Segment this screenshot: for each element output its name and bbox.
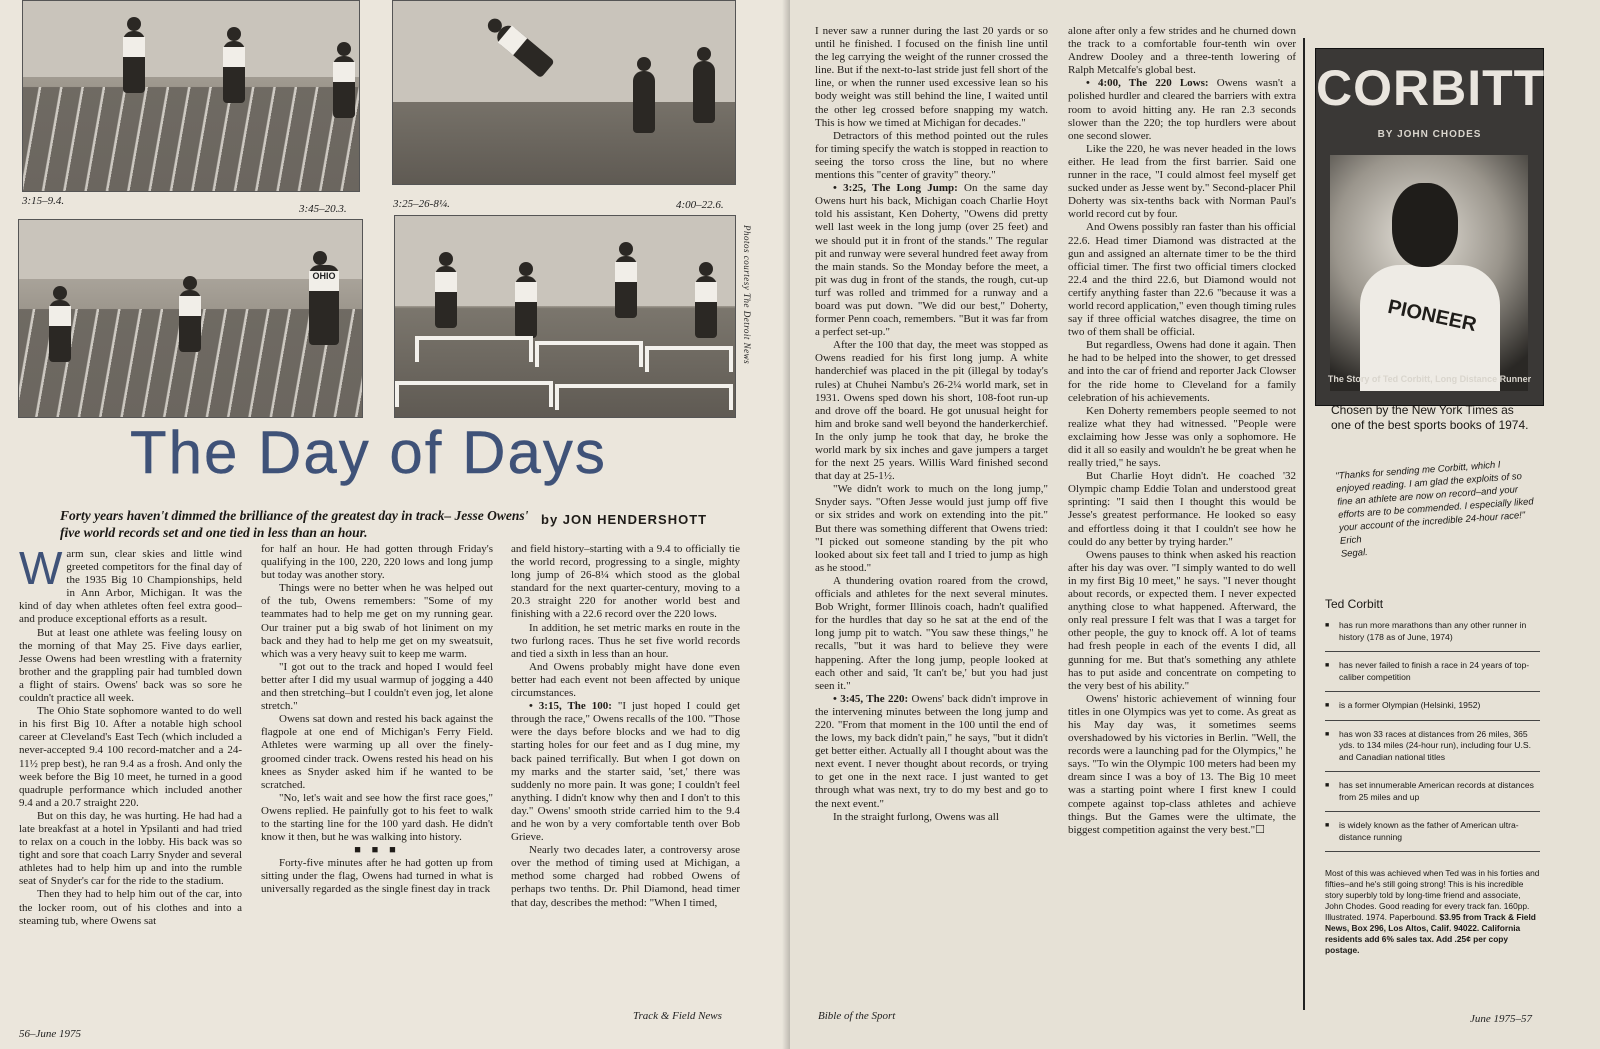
list-item: ■ has never failed to finish a race in 24 years of top-caliber competition xyxy=(1325,660,1540,692)
paragraph: The Ohio State sophomore wanted to do well in his first Big 10. After a notable high school career at Cleveland's East Tech (which included a never-accepted 9.4 100 record-matcher and a 24-11½ prep best), he ran 9.4 as a frosh. And only the week before the Big 10 meet, he turned in a good quadruple performance which included another 9.4 and a 20.7 straight 220. xyxy=(19,705,242,809)
book-cover xyxy=(1315,48,1544,406)
book-title: CORBITT xyxy=(1316,60,1546,116)
subhead-100: • 3:15, The 100: xyxy=(529,700,612,713)
paragraph: Owens sat down and rested his back against the flagpole at one end of Michigan's Ferry Field. Athletes were warming up all over the finely-groomed cinder track. Owens rested his head on his knees as Snyder asked him if he wanted to be scratched. xyxy=(261,713,493,791)
folio-left: 56–June 1975 xyxy=(19,1028,82,1040)
paragraph: Owens wasn't a polished hurdler and cleared the barriers with extra room to avoid hitting any. He ran 2.3 seconds slower than the 220; the top hurdlers were about one second slower. xyxy=(1068,77,1296,142)
paragraph: "I just hoped I could get through the race," Owens recalls of the 100. "Those were the days before blocks and we had to dig starting holes for our feet and as I dug mine, my back pained terrifically. But when I got down on my marks and the starter said, 'set,' there was suddenly no more pain. It was gone; I couldn't feel anything. I didn't know why then and I don't to this day." Owens' smooth stride carried him to the 9.4 and he won by a very comfortable tenth over Bob Grieve. xyxy=(511,700,740,844)
book-cover-photo xyxy=(1330,155,1528,391)
caption-100: 3:15–9.4. xyxy=(22,195,65,207)
subhead-long-jump: • 3:25, The Long Jump: xyxy=(833,182,958,195)
paragraph: And Owens possibly ran faster than his official 22.6. Head timer Diamond was distracted at the gun and assigned an alternate timer to be the third official timer. The first two official timers clocked 22.4 and the third 22.6, but Diamond would not certify anything faster than 22.6 "because it was a world record application," even though timing rules say if three official watches disagree, the time on two of them shall be official. xyxy=(1068,221,1296,339)
paragraph: After the 100 that day, the meet was stopped as Owens readied for his first long jump. A white handerchief was placed in the pit (illegal by today's rules) at Chuhei Nambu's 26-2¼ world mark, set in 1931. Owens sped down his short, 108-foot run-up and drove off the board. He got unusual height for him and broke sand well beyond the handerkerchief. In the only jump he took that day, he broke the world mark by six inches and gave jumpers a target for the next 25 years. Willis Ward finished second that day at 25-1½. xyxy=(815,339,1048,483)
paragraph: and field history–starting with a 9.4 to officially tie the world record, progressing to a single, mighty long jump of 26-8¼ which stood as the global standard for the next quarter-century, moving to a 20.3 straight 220 for another world best and finishing with a 22.6 record over the 220 lows. xyxy=(511,543,740,621)
paragraph: Owens' historic achievement of winning four titles in one Olympics was yet to come. As great as his May day was, it sometimes seems overshadowed by his victories in Berlin. "Well, the records were a launching pad for the Olympics," he says. "To win the Olympic 100 meters had been my dream since I was a boy of 13. The Big 10 meet was a starting point where I first knew I could compete against top-class athletes and achieve things. But the Games were the ultimate, the biggest competition against the very best."☐ xyxy=(1068,692,1296,836)
paragraph: And Owens probably might have done even better had each event not been affected by unique circumstances. xyxy=(511,660,740,700)
ad-subject-name: Ted Corbitt xyxy=(1325,597,1384,611)
article-title: The Day of Days xyxy=(130,419,607,486)
book-author: BY JOHN CHODES xyxy=(1377,129,1482,140)
paragraph: Nearly two decades later, a controversy arose over the method of timing used at Michigan, a method some charged had robbed Owens of perhaps two tenths. Dr. Phil Diamond, head timer that day, describes the method: "When I timed, xyxy=(511,844,740,909)
caption-220-lows: 4:00–22.6. xyxy=(676,199,724,211)
ad-description xyxy=(1325,868,1540,956)
list-item: ■ has won 33 races at distances from 26 miles, 365 yds. to 134 miles (24-hour run), including four U.S. and Canadian national titles xyxy=(1325,729,1540,773)
photo-220-sprint xyxy=(18,219,363,418)
paragraph: Then they had to help him out of the car, into the locker room, out of his clothes and into a steaming tub, where Owens sat xyxy=(19,888,242,927)
section-separator: ■ ■ ■ xyxy=(354,844,400,857)
paragraph: "I got out to the track and hoped I would feel better after I did my usual warmup of jogging a 440 and then stretching–but I couldn't even jog, let alone stretch." xyxy=(261,660,493,713)
list-item: ■ has set innumerable American records at distances from 25 miles and up xyxy=(1325,780,1540,812)
ad-description-text: Most of this was achieved when Ted was in his forties and fifties–and he's still going strong! This is his incredible story superbly told by long-time friend and associate, John Chodes. Good reading for every track fan. 160pp. Illustrated. 1974. Paperbound. xyxy=(1325,868,1540,922)
article-deck: Forty years haven't dimmed the brilliance of the greatest day in track– Jesse Owens' five world records set and one tied in less than an hour. xyxy=(60,508,529,540)
ad-headline: Chosen by the New York Times as one of the best sports books of 1974. xyxy=(1331,403,1529,432)
paragraph: But regardless, Owens had done it again. Then he had to be helped into the shower, to get dressed and into the car of friend and reporter Jack Clowser for the ride home to Cleveland for a family celebration of his achievements. xyxy=(1068,339,1296,404)
testimonial-author: Segal. xyxy=(1340,546,1369,560)
drop-cap: W xyxy=(19,548,63,594)
paragraph: for half an hour. He had gotten through Friday's qualifying in the 100, 220, 220 lows and long jump but today was another story. xyxy=(261,543,493,582)
paragraph: Owens' back didn't improve in the intervening minutes between the long jump and 220. "From that moment in the 100 until the end of the lows, my back didn't pain," he says, "but it didn't get better either. Actually all I thought about was the next event. I never thought about records, or trying to get one in the next race. I just wanted to get through what was next, try to do my best and go to the next event." xyxy=(815,692,1048,810)
paragraph: But on this day, he was hurting. He had had a late breakfast at a hotel in Ypsilanti and had tried to relax on a couch in the lobby. His back was so tight and sore that coach Larry Snyder and several athletes had to help him up and into the rumble seat of Snyder's car for the ride to the stadium. xyxy=(19,809,242,888)
paragraph: "We didn't work to much on the long jump," Snyder says. "Often Jesse would just jump off five or six strides and work on extending into the pit." But there was something different that Owens tried: "I picked out someone standing by the pit who looked about six feet tall and I tried to jump as high as he stood." xyxy=(815,483,1048,574)
paragraph: Things were no better when he was helped out of the tub, Owens remembers: "Some of my teammates had to help me get on my running gear. Our trainer put a big swab of hot liniment on my back and they had to help me get on my sweatsuit, which was a very heavy suit to keep me warm. xyxy=(261,582,493,660)
subhead-220-lows: • 4:00, The 220 Lows: xyxy=(1086,77,1209,90)
paragraph: In addition, he set metric marks en route in the two furlong races. Thus he set five world records and tied a sixth in less than an hour. xyxy=(511,621,740,660)
book-jersey-text: PIONEER xyxy=(1385,295,1479,337)
paragraph: Owens pauses to think when asked his reaction after his day was over. "I simply wanted to do well in my first Big 10 meet," he says. "I never thought about records, or expected them. I never expected anything close to what happened. Afterward, the only real pressure I felt was that I was a target for other people, the guy to knock off. A lot of teams had fresh people in each of the events I did, all gunning for me. But that's something any athlete has to put aside and concentrate on competing to the very best of his ability." xyxy=(1068,548,1296,692)
subhead-220: • 3:45, The 220: xyxy=(833,692,909,705)
ad-fact-list xyxy=(1325,620,1540,860)
paragraph: Like the 220, he was never headed in the lows either. He lead from the first barrier. Said one runner in the race, "I could almost feel myself get sucked under as Jesse went by." Second-placer Phil Doherty was six-tenths back with Norman Paul's world record cut by four. xyxy=(1068,142,1296,221)
paragraph: But at least one athlete was feeling lousy on the morning of that May 25. Five days earlier, Jesse Owens had been wrestling with a fraternity brother and the grappling pair had tumbled down a flight of stairs. Owens' back was so sore he couldn't practice all week. xyxy=(19,626,242,705)
left-page xyxy=(0,0,790,1049)
book-tagline: The Story of Ted Corbitt, Long Distance Runner xyxy=(1327,374,1532,384)
folio-publication: Track & Field News xyxy=(633,1010,722,1022)
body-column-5 xyxy=(1068,25,1296,1010)
list-item: ■ is a former Olympian (Helsinki, 1952) xyxy=(1325,700,1540,721)
paragraph: On the same day Owens hurt his back, Michigan coach Charlie Hoyt told his assistant, Ken Doherty, "Owens did pretty well last week in the long jump (over 25 feet) and we should put it in front of the stands." The regular pit and runway were several hundred feet away from the main stands. So the Monday before the meet, a pit was dug in front of the stands, the rough, cut-up turf was rolled and trimmed for a runway and a board was put down. "We did our best," Doherty, former Penn coach, remembers. "But it was far from a perfect set-up." xyxy=(815,182,1048,339)
folio-tagline: Bible of the Sport xyxy=(818,1010,896,1022)
list-item: ■ is widely known as the father of American ultra-distance running xyxy=(1325,820,1540,852)
caption-220: 3:45–20.3. xyxy=(299,203,347,215)
paragraph: Detractors of this method pointed out the rules for timing specify the watch is stopped in reaction to seeing the torso cross the line, but no where mentions this "center of gravity" theory." xyxy=(815,129,1048,182)
folio-right: June 1975–57 xyxy=(1470,1013,1533,1025)
photo-long-jump xyxy=(392,0,736,185)
ad-order-info: $3.95 from Track & Field News, Box 296, Los Altos, Calif. 94022. California residents add 6% sales tax. Add .25¢ per copy postage. xyxy=(1325,912,1536,955)
paragraph: In the straight furlong, Owens was all xyxy=(833,810,999,823)
paragraph: I never saw a runner during the last 20 yards or so until he finished. I focused on the finish line until the leg carrying the weight of the runner crossed the line. But if the next-to-last stride just fell short of the line, or when the runner used excessive lean so his body weight was still behind the line, I waited until the other leg crossed before snapping my watch. This is how we timed at Michigan for decades." xyxy=(815,25,1048,129)
body-column-2 xyxy=(261,543,493,1006)
body-column-3 xyxy=(511,543,740,1006)
paragraph: arm sun, clear skies and little wind greeted competitors for the final day of the 1935 Big 10 Championships, held in Ann Arbor, Michigan. It was the kind of day when athletes often feel extra good–and produce exceptional efforts as a result. xyxy=(19,548,242,626)
paragraph: "No, let's wait and see how the first race goes," Owens replied. He painfully got to his feet to walk to the starting line for the 100 yard dash. He didn't know it then, but he was walking into history. xyxy=(261,791,493,844)
jersey-text: OHIO xyxy=(309,271,339,291)
paragraph: alone after only a few strides and he churned down the track to a comfortable four-tenth win over Andrew Dooley and a three-tenth lowering of Ralph Metcalfe's global best. xyxy=(1068,25,1296,77)
paragraph: A thundering ovation roared from the crowd, officials and athletes for the next several minutes. Bob Wright, former Illinois coach, hadn't qualified for the hurdles that day so he sat at the end of the long jump pit to watch. "You saw these things," he recalls, "but it was hard to believe they were happening. After the long jump, people looked at each other and said, 'It can't be,' but you had just seen it." xyxy=(815,574,1048,692)
paragraph: But Charlie Hoyt didn't. He coached '32 Olympic champ Eddie Tolan and understood great sprinting: "I said then I thought this would be Jesse's greatest performance. He looked so easy and effortless doing it that I couldn't see how he could do any better by trying harder." xyxy=(1068,470,1296,548)
caption-long-jump: 3:25–26-8¼. xyxy=(393,198,450,210)
ad-testimonial xyxy=(1335,456,1541,561)
paragraph: Ken Doherty remembers people seemed to not realize what they had witnessed. "People were exclaiming how Jesse was only a sophomore. He did it all so easily and wouldn't he be great when he really tried," he says. xyxy=(1068,404,1296,470)
list-item: ■ has run more marathons than any other runner in history (178 as of June, 1974) xyxy=(1325,620,1540,652)
byline: by JON HENDERSHOTT xyxy=(541,512,708,527)
photo-100-yard-dash xyxy=(22,0,360,192)
photo-hurdles xyxy=(394,215,736,418)
photo-credit: Photos courtesy The Detroit News xyxy=(742,225,752,365)
testimonial-text: "Thanks for sending me Corbitt, which I enjoyed reading. I am glad the exploits of so fine an athlete are now on record–and your efforts are to be commended. I especially liked your account of the incredible 24-hour race!" Erich xyxy=(1335,459,1534,547)
body-column-4 xyxy=(815,25,1048,1005)
body-column-1 xyxy=(19,548,242,1030)
paragraph: Forty-five minutes after he had gotten up from sitting under the flag, Owens had turned in what is universally regarded as the single finest day in track xyxy=(261,857,493,896)
